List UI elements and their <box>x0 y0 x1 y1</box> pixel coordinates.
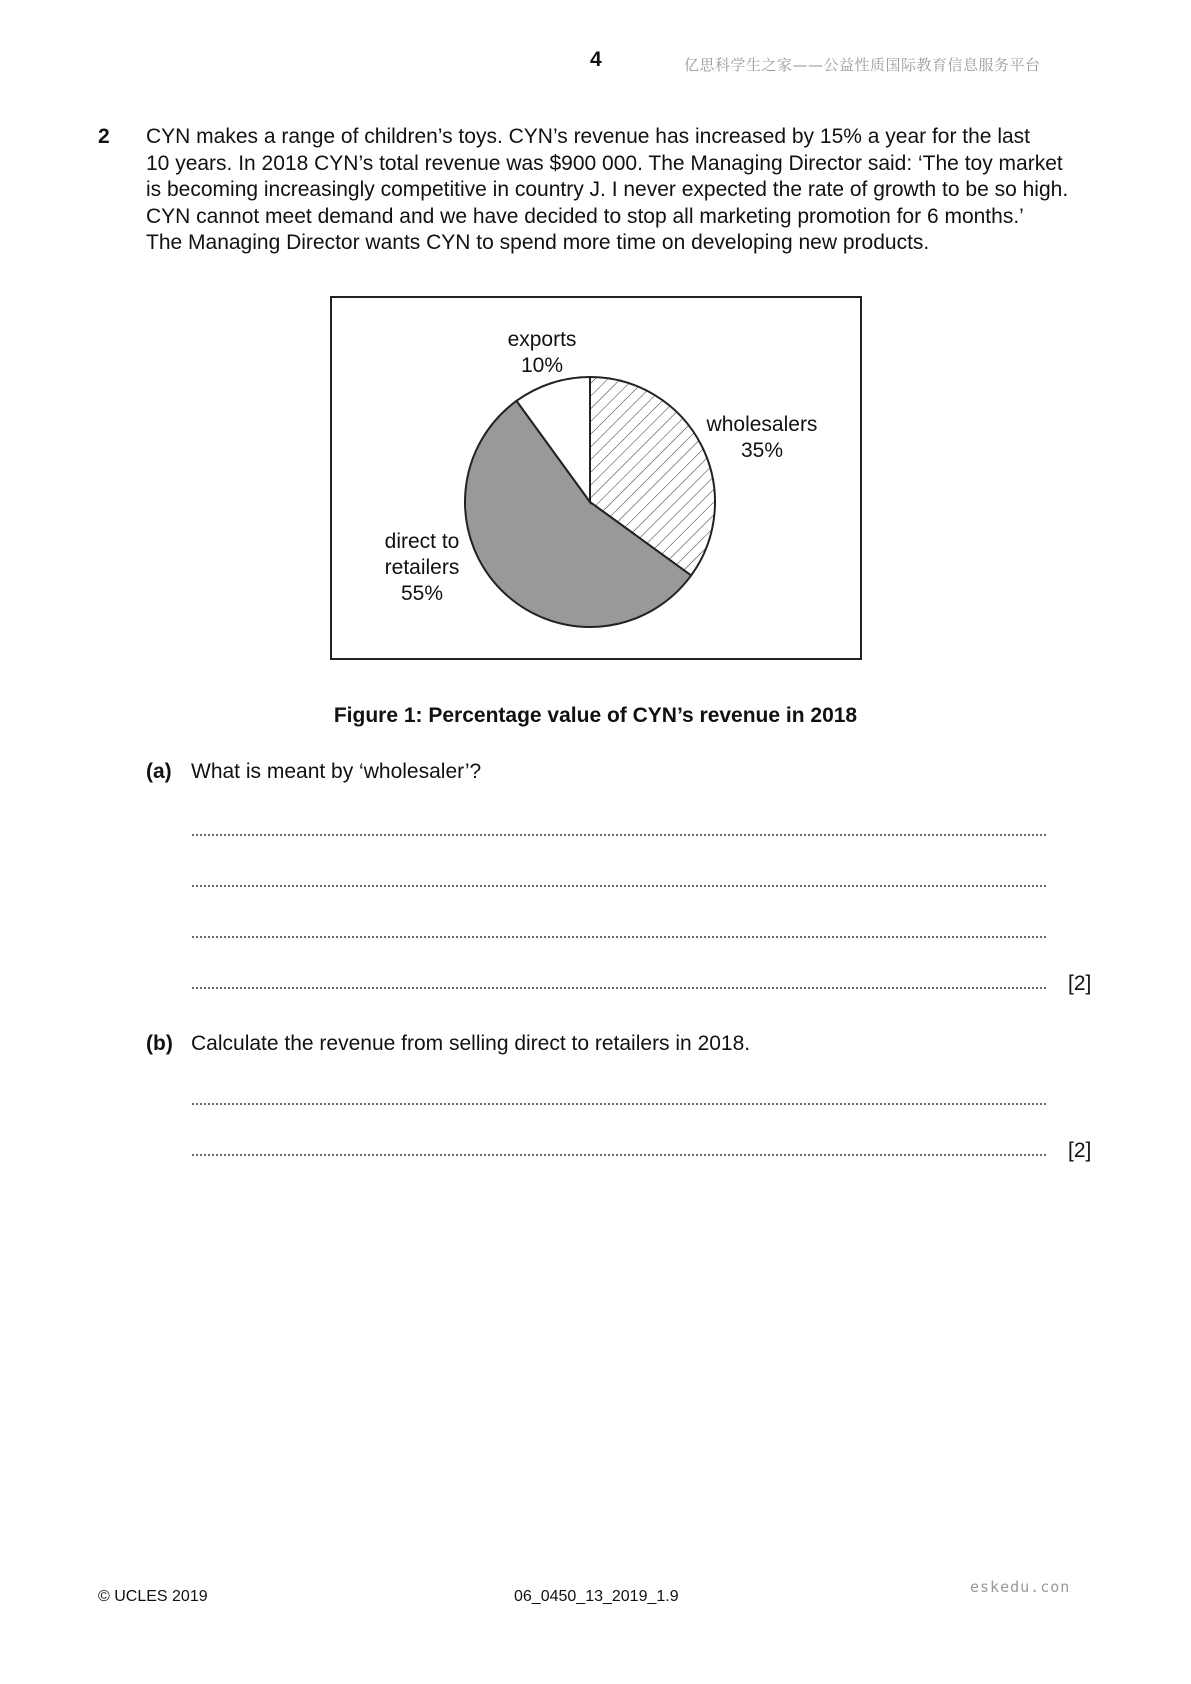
question-number: 2 <box>98 125 110 148</box>
stem-line: The Managing Director wants CYN to spend more time on developing new products. <box>146 231 930 254</box>
answer-line[interactable] <box>191 1154 1046 1156</box>
part-b-question: Calculate the revenue from selling direct to retailers in 2018. <box>191 1032 751 1055</box>
footer-site: eskedu.con <box>970 1578 1071 1596</box>
answer-line[interactable] <box>191 936 1046 938</box>
figure-caption: Figure 1: Percentage value of CYN’s revenue in 2018 <box>333 704 858 727</box>
question-stem <box>146 124 1094 257</box>
answer-line[interactable] <box>191 1103 1046 1105</box>
answer-line[interactable] <box>191 885 1046 887</box>
page-number: 4 <box>590 48 602 71</box>
part-a-label: (a) <box>146 760 172 783</box>
watermark-header: 亿思科学生之家——公益性质国际教育信息服务平台 <box>684 56 1041 74</box>
answer-line[interactable] <box>191 987 1046 989</box>
part-b-marks: [2] <box>1068 1139 1092 1162</box>
pie-label-wholesalers: wholesalers 35% <box>706 413 818 462</box>
stem-line: CYN cannot meet demand and we have decided to stop all marketing promotion for 6 months.’ <box>146 204 1024 228</box>
part-b-label: (b) <box>146 1032 173 1055</box>
pie-label-exports: exports 10% <box>507 328 577 377</box>
footer-copyright: © UCLES 2019 <box>98 1588 208 1605</box>
part-a-question: What is meant by ‘wholesaler’? <box>191 760 482 783</box>
pie-chart-figure <box>330 296 862 660</box>
stem-line: 10 years. In 2018 CYN’s total revenue was $900 000. The Managing Director said: ‘The toy market <box>146 151 1063 175</box>
part-a-marks: [2] <box>1068 972 1092 995</box>
pie-label-direct-to-retailers: direct to retailers 55% <box>384 530 460 605</box>
stem-line: is becoming increasingly competitive in country J. I never expected the rate of growth to be so high. <box>146 178 1069 201</box>
footer-code: 06_0450_13_2019_1.9 <box>514 1588 679 1605</box>
answer-line[interactable] <box>191 834 1046 836</box>
pie-chart <box>332 298 860 658</box>
stem-line: CYN makes a range of children’s toys. CYN’s revenue has increased by 15% a year for the last <box>146 125 1030 148</box>
